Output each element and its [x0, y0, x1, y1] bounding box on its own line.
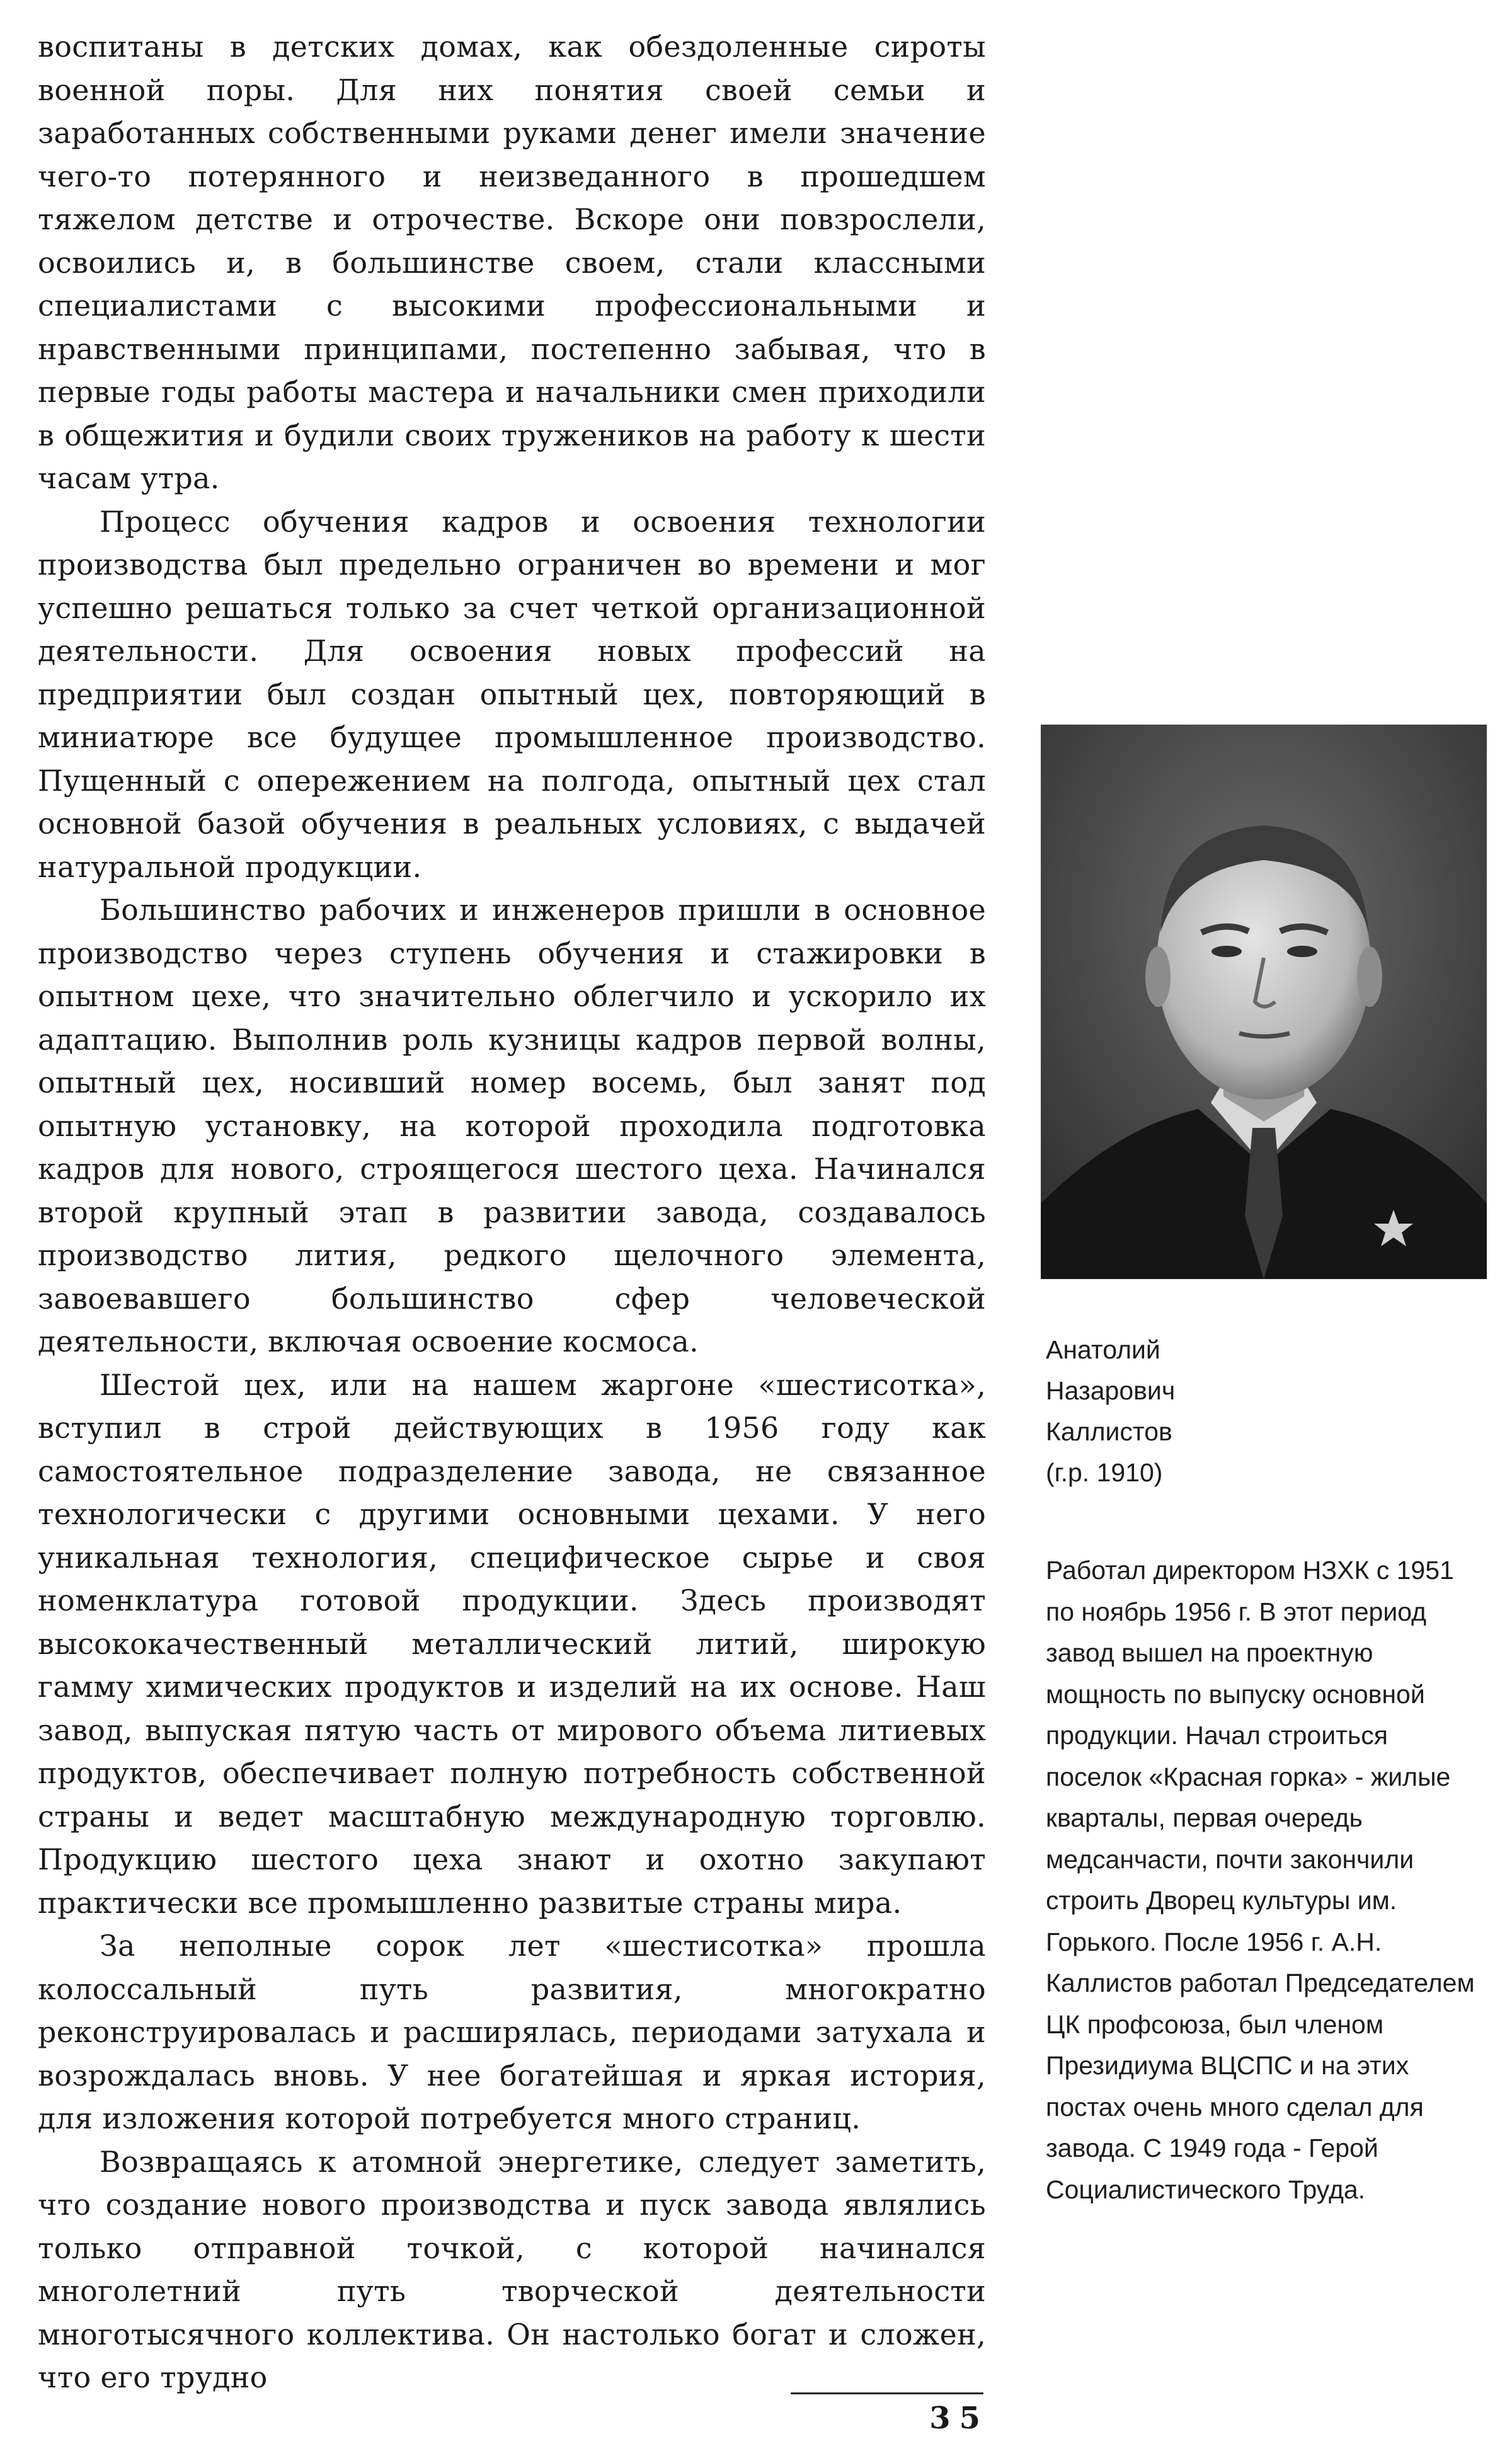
body-paragraph-2: Процесс обучения кадров и освоения технологии производства был предельно ограничен во времени и мог успешно решаться только за счет четкой организационной деятельности. Для освоения новых профессий на предприятии был создан опытный цех, повторяющий в миниатюре все будущее промышленное производство. Пущенный с опережением на полгода, опытный цех стал основной базой обучения в реальных условиях, с выдачей натуральной продукции.: [38, 504, 986, 884]
page-number: 35: [929, 2401, 989, 2436]
portrait-illustration: [1041, 725, 1487, 1279]
body-paragraph-4: Шестой цех, или на нашем жаргоне «шестисотка», вступил в строй действующих в 1956 году как самостоятельное подразделение завода, не связанное технологически с другими основными цехами. У него уникальная технология, специфическое сырье и своя номенклатура готовой продукции. Здесь производят высококачественный металлический литий, широкую гамму химических продуктов и изделий на их основе. Наш завод, выпуская пятую часть от мирового объема литиевых продуктов, обеспечивает полную потребность собственной страны и ведет масштабную международную торговлю. Продукцию шестого цеха знают и охотно закупают практически все промышленно развитые страны мира.: [38, 1367, 986, 1920]
caption-patronymic: Назарович: [1046, 1376, 1176, 1405]
body-paragraph-3: Большинство рабочих и инженеров пришли в основное производство через ступень обучения и стажировки в опытном цехе, что значительно облегчило и ускорило их адаптацию. Выполнив роль кузницы кадров первой волны, опытный цех, носивший номер восемь, был занят под опытную установку, на которой проходила подготовка кадров для нового, строящегося шестого цеха. Начинался второй крупный этап в развитии завода, создавалось производство лития, редкого щелочного элемента, завоевавшего большинство сфер человеческой деятельности, включая освоение космоса.: [38, 893, 986, 1358]
portrait-caption-bio: Работал директором НЗХК с 1951 по ноябрь 1956 г. В этот период завод вышел на проектную мощность по выпуску основной продукции. Начал строиться поселок «Красная горка» - жилые кварталы, первая очередь медсанчасти, почти закончили строить Дворец культуры им. Горького. После 1956 г. А.Н. Каллистов работал Председателем ЦК профсоюза, был членом Президиума ВЦСПС и на этих постах очень много сделал для завода. С 1949 года - Герой Социалистического Труда.: [1046, 1556, 1475, 2204]
article-body: [38, 25, 986, 2399]
caption-surname: Каллистов: [1046, 1417, 1172, 1446]
body-paragraph-6: Возвращаясь к атомной энергетике, следует заметить, что создание нового производства и пуск завода являлись только отправной точкой, с которой начинался многолетний путь творческой деятельности многотысячного коллектива. Он настолько богат и сложен, что его трудно: [38, 2144, 986, 2394]
portrait-caption-name: [1046, 1329, 1487, 1493]
body-paragraph-1: воспитаны в детских домах, как обездоленные сироты военной поры. Для них понятия своей семьи и заработанных собственными руками денег имели значение чего-то потерянного и неизведанного в прошедшем тяжелом детстве и отрочестве. Вскоре они повзрослели, освоились и, в большинстве своем, стали классными специалистами с высокими профессиональными и нравственными принципами, постепенно забывая, что в первые годы работы мастера и начальники смен приходили в общежития и будили своих тружеников на работу к шести часам утра.: [38, 30, 986, 495]
body-paragraph-5: За неполные сорок лет «шестисотка» прошла колоссальный путь развития, многократно реконструировалась и расширялась, периодами затухала и возрождалась вновь. У нее богатейшая и яркая история, для изложения которой потребуется много страниц.: [38, 1929, 986, 2135]
caption-birth-year: (г.р. 1910): [1046, 1458, 1163, 1487]
caption-first-name: Анатолий: [1046, 1335, 1160, 1364]
portrait-photo: [1041, 725, 1487, 1279]
footer-divider: [791, 2392, 983, 2394]
